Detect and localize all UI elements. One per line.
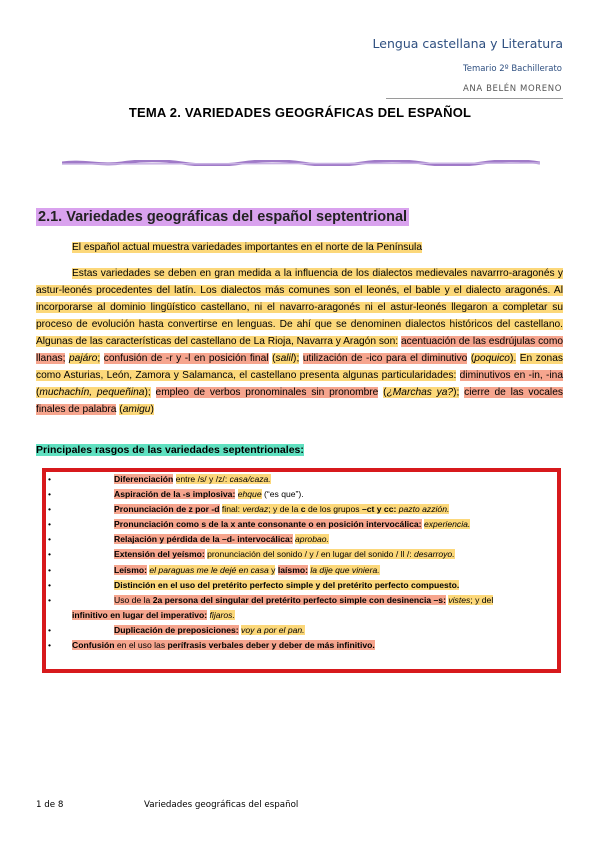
course-level: Temario 2º Bachillerato bbox=[463, 64, 562, 74]
feature-example: ¿Marchas ya? bbox=[386, 387, 454, 398]
list-item: • Extensión del yeísmo: pronunciación del sonido / y / en lugar del sonido / ll /: desarroyo. bbox=[48, 549, 455, 560]
intro-text: El español actual muestra variedades importantes en el norte de la Península bbox=[72, 242, 422, 253]
section-heading: 2.1. Variedades geográficas del español septentrional bbox=[38, 209, 408, 225]
features-heading: Principales rasgos de las variedades septentrionales: bbox=[36, 444, 304, 456]
feature-text: acentuación de las esdrújulas como llanas; bbox=[36, 336, 563, 364]
list-item: • Confusión en el uso las perífrasis verbales deber y deber de más infinitivo. bbox=[48, 640, 375, 651]
body-paragraph: Estas variedades se deben en gran medida a la influencia de los dialectos medievales navarrro-aragonés y astur-leonés procedentes del latín. Los dialectos más comunes son el leonés, el bable y el dialecto aragonés. Al incorporarse al dominio lingüístico castellano, ni el navarro-aragonés ni el astur-leonés llegaron a completar su proceso de evolución hasta convertirse en lenguas. De ahí que se denominen dialectos históricos del castellano. Algunas de las características del castellano de La Rioja, Navarra y Aragón son: acentuación de las esdrújulas como llanas; pajáro; confusión de -r y -l en posición final (salil); utilización de -ico para el diminutivo (poquico). En zonas como Asturias, León, Zamora y Salamanca, el castellano presenta algunas particularidades: diminutivos en -in, -ina (muchachín, pequeñina); empleo de verbos pronominales sin pronombre (¿Marchas ya?); cierre de las vocales finales de palabra (amigu) bbox=[36, 268, 564, 415]
list-item: • Pronunciación como s de la x ante consonante o en posición intervocálica: experiencia. bbox=[48, 519, 471, 530]
feature-text: confusión de -r y -l en posición final bbox=[103, 353, 269, 364]
feature-text: utilización de -ico para el diminutivo bbox=[302, 353, 468, 364]
list-item: • Uso de la 2a persona del singular del pretérito perfecto simple con desinencia –s: vistes; y del infinitivo en lugar del imperativo: fijaros. bbox=[48, 594, 494, 620]
list-item: • Diferenciación entre /s/ y /z/: casa/caza. bbox=[48, 474, 271, 484]
author-name: ANA BELÉN MORENO bbox=[462, 84, 562, 94]
page-number: 1 de 8 bbox=[36, 800, 64, 810]
feature-example: salil bbox=[275, 353, 294, 364]
footer-title: Variedades geográficas del español bbox=[144, 800, 299, 810]
feature-example: amigu bbox=[122, 404, 151, 415]
page-footer bbox=[36, 800, 299, 810]
list-item: • Aspiración de la -s implosiva: ehque (“es que”). bbox=[48, 489, 304, 500]
paragraph-sentence: Estas variedades se deben en gran medida a la influencia de los dialectos medievales navarrro-aragonés y astur-leonés procedentes del latín. Los dialectos más comunes son el leonés, el bable y el dialecto aragonés. Al incorporarse al dominio lingüístico castellano, ni el navarro-aragonés ni el astur-leonés llegaron a completar su proceso de evolución hasta convertirse en lenguas. De ahí que se denominen dialectos históricos del castellano. Algunas de las características del castellano de La Rioja, Navarra y Aragón son: bbox=[36, 268, 563, 347]
list-item: • Leísmo: el paraguas me le dejé en casa y laísmo: la dije que viniera. bbox=[48, 564, 380, 575]
paragraph-sentence: En zonas como Asturias, León, Zamora y Salamanca, el castellano presenta algunas particularidades: bbox=[36, 353, 563, 381]
list-item: • Pronunciación de z por -d final: verdaz; y de la c de los grupos –ct y cc: pazto azzión. bbox=[48, 504, 450, 515]
page-title: TEMA 2. VARIEDADES GEOGRÁFICAS DEL ESPAÑOL bbox=[128, 105, 472, 120]
feature-text: diminutivos en -in, -ina bbox=[459, 370, 564, 381]
header-divider bbox=[386, 98, 563, 99]
feature-text: empleo de verbos pronominales sin pronombre bbox=[155, 387, 379, 398]
strikethrough-scribble bbox=[62, 160, 540, 166]
feature-text: cierre de las vocales finales de palabra bbox=[36, 387, 563, 415]
list-item: • Relajación y pérdida de la –d- intervocálica: aprobao. bbox=[48, 534, 329, 545]
list-item: • Distinción en el uso del pretérito perfecto simple y del pretérito perfecto compuesto. bbox=[48, 579, 460, 590]
intro-paragraph bbox=[36, 239, 563, 256]
course-title: Lengua castellana y Literatura bbox=[372, 36, 563, 51]
feature-example: muchachín, pequeñina bbox=[39, 387, 145, 398]
list-item: • Duplicación de preposiciones: voy a por el pan. bbox=[48, 624, 305, 635]
feature-example: poquico bbox=[474, 353, 510, 364]
features-list bbox=[44, 472, 557, 653]
feature-example: pajáro bbox=[69, 353, 98, 364]
